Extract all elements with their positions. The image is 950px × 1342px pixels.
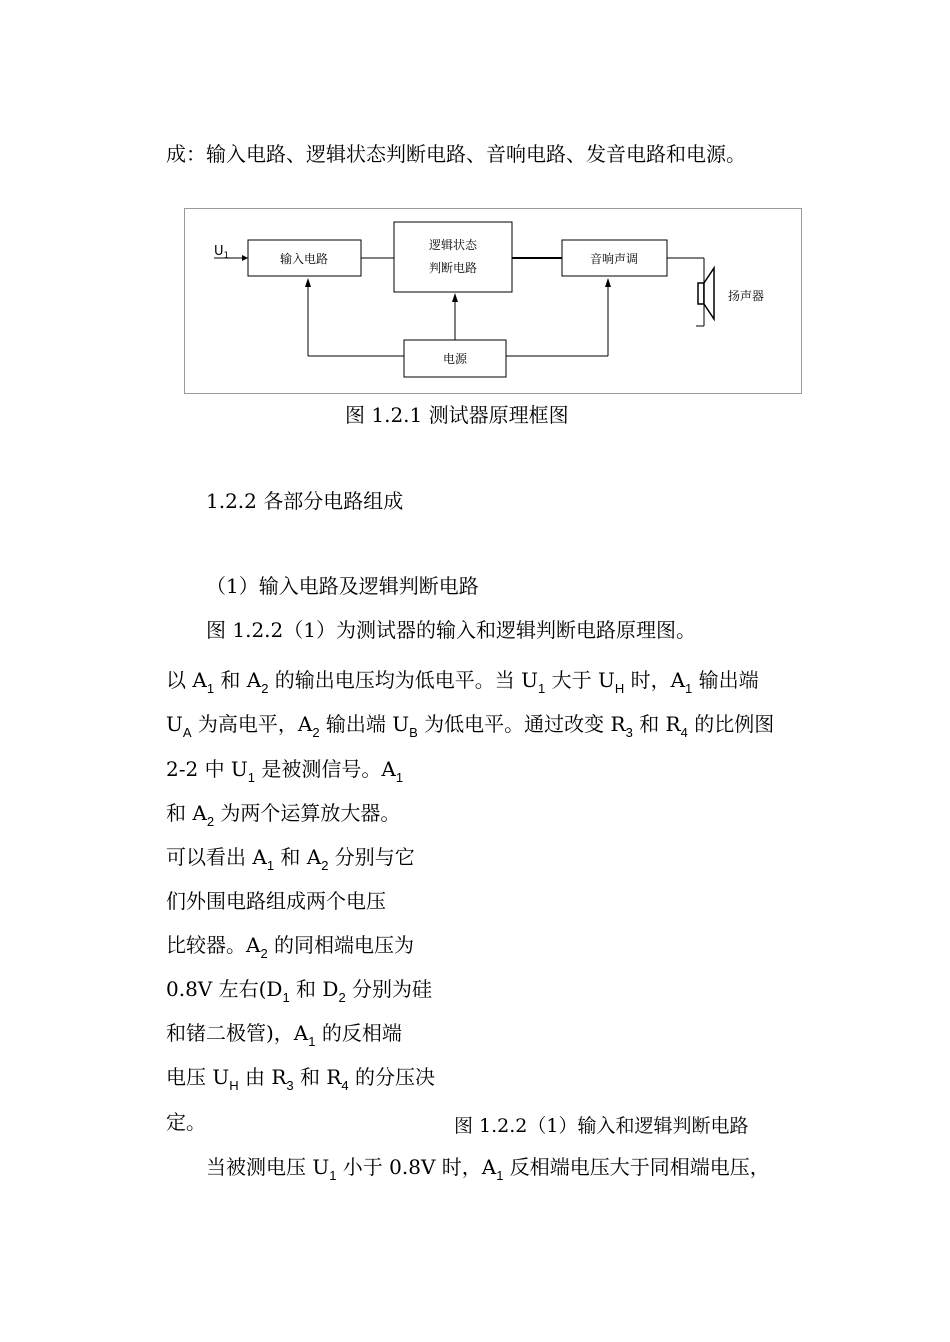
subscript: 4 [341,1078,349,1093]
body-line [166,977,432,1004]
subscript: 1 [247,770,256,785]
figure-1-caption: 图 1.2.1 测试器原理框图 [345,403,569,427]
text-run: 为两个运算放大器。 [214,801,401,825]
text-run: 的同相端电压为 [267,933,415,957]
text-run: 分别与它 [328,845,415,869]
text-run: 为高电平，A [191,712,313,736]
text-run: 们外围电路组成两个电压 [166,889,386,913]
block-logic-label-2: 判断电路 [428,261,478,275]
text-run: 是被测信号。A [255,757,396,781]
body-line [166,889,386,913]
block-power-label: 电源 [442,352,468,366]
text-run: 的输出电压均为低电平。当 U [268,668,539,692]
text-run: 定。 [166,1110,206,1134]
text-run: U [166,712,183,736]
input-signal-label: $U_1$ [214,244,230,261]
body-line [166,845,415,872]
subscript: 2 [206,814,215,829]
subscript: 1 [329,1168,337,1183]
text-run: 时，A [624,668,686,692]
text-run: 电压 U [166,1065,230,1089]
subscript: 1 [538,681,546,696]
text-run: 和 A [274,845,322,869]
text-run: 大于 U [545,668,615,692]
body-line [166,712,774,739]
subscript: 2 [260,946,268,961]
subscript: 1 [395,770,404,785]
text-run: 2-2 中 U [166,757,248,781]
speaker-label: 扬声器 [728,289,765,303]
text-run: 为低电平。通过改变 R [417,712,626,736]
text-run: 以 A [166,668,207,692]
subscript: 1 [308,1034,316,1049]
text-run: 比较器。A [166,933,261,957]
block-input-circuit-label: 输入电路 [279,252,329,266]
input-arrow-icon [242,255,248,261]
text-run: 的比例图 [687,712,775,736]
text-run: 和 A [166,801,207,825]
block-sound-label: 音响声调 [589,252,639,266]
text-run: 的反相端 [315,1021,402,1045]
text-run: 和 D [289,977,339,1001]
subsection-heading: （1）输入电路及逻辑判断电路 [206,574,479,598]
last-line [206,1155,770,1182]
text-run: 的分压决 [348,1065,435,1089]
section-heading: 1.2.2 各部分电路组成 [206,489,404,513]
text-run: 0.8V 左右(D [166,977,283,1001]
text-run: 和 R [293,1065,342,1089]
subscript: H [614,681,625,696]
subscript: 2 [321,858,329,873]
subscript: 1 [266,858,275,873]
body-line [166,668,759,695]
text-run: 当被测电压 U [206,1155,330,1179]
subscript: 3 [625,725,633,740]
text-run: 和 R [632,712,681,736]
text-run: 小于 0.8V 时，A [336,1155,497,1179]
text-run: 由 R [238,1065,287,1089]
text-run: 分别为硅 [345,977,433,1001]
text-run: 和 A [214,668,262,692]
arrow-to-logic-icon [452,293,458,302]
subscript: A [182,725,192,740]
body-line [166,757,403,784]
arrow-to-input-icon [305,278,311,287]
subscript: 1 [685,681,693,696]
intro-line: 成：输入电路、逻辑状态判断电路、音响电路、发音电路和电源。 [166,142,746,166]
text-run: 输出端 U [319,712,410,736]
body-line [166,1110,206,1134]
text-run: 可以看出 A [166,845,267,869]
speaker-icon [698,268,714,319]
block-logic-circuit [394,222,512,292]
subscript: 4 [680,725,688,740]
subscript: 1 [496,1168,504,1183]
body-line [166,1021,402,1048]
text-run: 反相端电压大于同相端电压， [503,1155,770,1179]
text-run: 和锗二极管)，A [166,1021,309,1045]
block-logic-label-1: 逻辑状态 [428,238,478,252]
paragraph-1: 图 1.2.2（1）为测试器的输入和逻辑判断电路原理图。 [206,618,696,642]
body-line [166,801,400,828]
block-diagram [184,208,804,396]
subscript: H [229,1078,239,1093]
subscript: 1 [206,681,215,696]
body-line [166,933,414,960]
subscript: 3 [286,1078,294,1093]
subscript: 2 [312,725,320,740]
body-line [166,1065,435,1092]
figure-2-caption: 图 1.2.2（1）输入和逻辑判断电路 [454,1115,749,1137]
subscript: 1 [282,990,290,1005]
subscript: B [409,725,418,740]
subscript: 2 [261,681,269,696]
text-run: 输出端 [692,668,759,692]
arrow-to-sound-icon [605,278,611,287]
subscript: 2 [338,990,346,1005]
